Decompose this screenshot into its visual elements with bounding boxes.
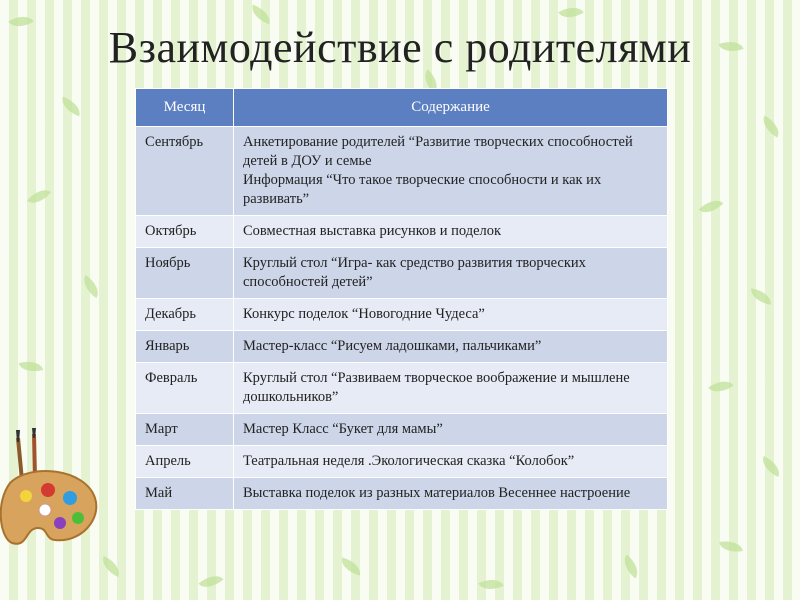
month-cell: Декабрь [136,299,234,331]
month-cell: Май [136,478,234,510]
month-cell: Март [136,414,234,446]
leaf-icon [339,557,364,575]
content-cell: Театральная неделя .Экологическая сказка “Колобок” [234,446,668,478]
leaf-icon [198,569,223,593]
leaf-icon [758,456,783,477]
table-row [136,299,668,331]
content-cell: Мастер-класс “Рисуем ладошками, пальчиками” [234,331,668,363]
month-cell: Ноябрь [136,248,234,299]
content-cell: Круглый стол “Игра- как средство развития творческих способностей детей” [234,248,668,299]
content-line: Информация “Что такое творческие способности и как их развивать” [243,172,602,207]
table-row [136,446,668,478]
month-cell: Январь [136,331,234,363]
month-cell: Октябрь [136,216,234,248]
table-row [136,414,668,446]
column-header-content: Содержание [234,89,668,127]
table-row [136,216,668,248]
schedule-table [135,88,668,510]
leaf-icon [78,275,103,298]
leaf-icon [19,357,44,375]
content-cell: Совместная выставка рисунков и поделок [234,216,668,248]
table-row [136,127,668,216]
leaf-icon [758,115,784,137]
month-cell: Сентябрь [136,127,234,216]
leaf-icon [618,554,643,578]
content-line: Анкетирование родителей “Развитие творческих способностей детей в ДОУ и семье [243,134,633,169]
table-row [136,363,668,414]
content-cell [234,127,668,216]
leaf-icon [27,184,51,209]
table-row [136,331,668,363]
leaf-icon [708,375,733,398]
content-cell: Мастер Класс “Букет для мамы” [234,414,668,446]
leaf-icon [699,194,724,219]
table-row [136,248,668,299]
leaf-icon [478,574,503,595]
content-cell: Выставка поделок из разных материалов Весеннее настроение [234,478,668,510]
page-title: Взаимодействие с родителями [108,23,692,72]
content-cell: Конкурс поделок “Новогодние Чудеса” [234,299,668,331]
leaf-icon [749,288,773,305]
table-row [136,478,668,510]
leaf-icon [58,97,83,117]
column-header-month: Месяц [136,89,234,127]
leaf-icon [719,538,743,555]
table-header-row [136,89,668,127]
month-cell: Апрель [136,446,234,478]
content-cell: Круглый стол “Развиваем творческое воображение и мышлене дошкольников” [234,363,668,414]
paint-palette-icon [0,428,105,563]
leaf-icon [558,1,584,23]
month-cell: Февраль [136,363,234,414]
